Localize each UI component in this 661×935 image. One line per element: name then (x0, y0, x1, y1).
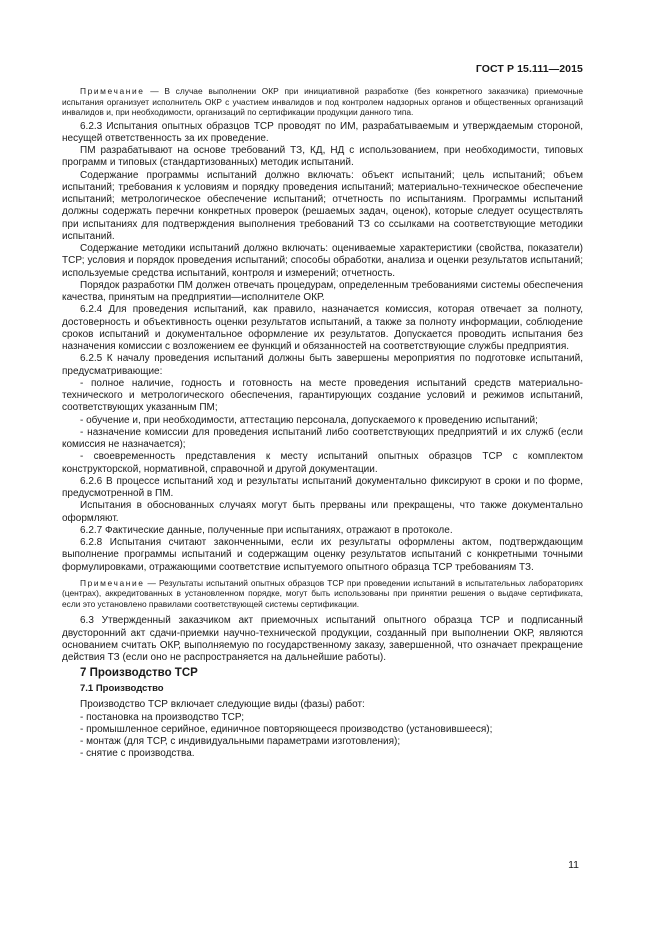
paragraph: 6.2.6 В процессе испытаний ход и результаты испытаний документально фиксируют в сроки и по форме, предусмотренной в ПМ. (62, 475, 583, 499)
document-header: ГОСТ Р 15.111—2015 (475, 63, 583, 75)
paragraph: 6.2.4 Для проведения испытаний, как правило, назначается комиссия, которая отвечает за полноту, достоверность и объективность оценки результатов испытаний, а также за полноту информации, соблюдение сроков испытаний и документальное оформление их результатов. Допускается проводить испытания без назначения комиссии с возложением ее функций и обязанностей на соответствующие службы предприятия. (62, 304, 583, 352)
paragraph: Содержание программы испытаний должно включать: объект испытаний; цель испытаний; объем испытаний; требования к условиям и порядку проведения испытаний; материально-техническое обеспечение испытаний; метрологическое обеспечение испытаний; отчетность по испытаниям. Программы испытаний должны содержать перечни конкретных проверок (решаемых задач, оценок), которые следует осуществлять при испытаниях для подтверждения выполнения требований ТЗ со ссылками на соответствующие методики испытаний. (62, 169, 583, 242)
list-item: - назначение комиссии для проведения испытаний либо соответствующих предприятий и их служб (если комиссия не назначается); (62, 426, 583, 450)
section-heading: 7 Производство ТСР (80, 667, 198, 680)
note-label: Примечание (80, 577, 145, 588)
list-item: - постановка на производство ТСР; (80, 711, 245, 723)
paragraph: Производство ТСР включает следующие виды (фазы) работ: (80, 699, 365, 711)
list-item: - монтаж (для ТСР, с индивидуальными параметрами изготовления); (80, 736, 401, 747)
paragraph: 6.2.7 Фактические данные, полученные при испытаниях, отражают в протоколе. (80, 524, 453, 536)
subsection-heading: 7.1 Производство (80, 683, 164, 695)
note-paragraph (62, 86, 583, 118)
list-item: - своевременность представления к месту испытаний опытных образцов ТСР с комплектом конструкторской, нормативной, справочной и другой документации. (62, 451, 583, 475)
note-label: Примечание (80, 86, 145, 96)
paragraph: 6.2.8 Испытания считают законченными, если их результаты оформлены актом, подтверждающим выполнение программы испытаний и содержащим оценку результатов испытаний с конкретными точными формулировками, отражающими соответствие испытуемого опытного образца ТСР требованиям ТЗ. (62, 537, 583, 573)
list-item: - снятие с производства. (80, 748, 195, 760)
paragraph: Порядок разработки ПМ должен отвечать процедурам, определенным требованиями системы обеспечения качества, принятым на предприятии—исполнителе ОКР. (62, 279, 583, 303)
list-item: - промышленное серийное, единичное повторяющееся производство (установившееся); (80, 723, 493, 735)
note-text: — Результаты испытаний опытных образцов ТСР при проведении испытаний в испытательных лабораториях (центрах), аккредитованных в установленном порядке, могут быть использованы при принятии решения о выдаче сертификата, если это установлено правилами соответствующей системы сертификации. (62, 577, 583, 609)
list-item: - обучение и, при необходимости, аттестацию персонала, допускаемого к проведению испытаний; (80, 414, 538, 426)
paragraph: 6.2.5 К началу проведения испытаний должны быть завершены мероприятия по подготовке испытаний, предусматривающие: (62, 353, 583, 377)
paragraph: Испытания в обоснованных случаях могут быть прерваны или прекращены, что также документально оформляют. (62, 500, 583, 524)
paragraph: Содержание методики испытаний должно включать: оцениваемые характеристики (свойства, показатели) ТСР; условия и порядок проведения испытаний; способы обработки, анализа и оценки результатов испытаний; используемые средства испытаний, контроля и измерений; отчетность. (62, 243, 583, 279)
page-number: 11 (568, 859, 579, 871)
note-text: — В случае выполнении ОКР при инициативной разработке (без конкретного заказчика) приемочные испытания организует исполнитель ОКР с участием инвалидов и под контролем надзорных органов и общественных организаций инвалидов и, при необходимости, организаций по сертификации продукции данного типа. (62, 86, 583, 117)
note-paragraph (62, 578, 583, 610)
paragraph: 6.2.3 Испытания опытных образцов ТСР проводят по ИМ, разрабатываемым и утверждаемым стороной, несущей ответственность за их проведение. (62, 120, 583, 144)
paragraph: 6.3 Утвержденный заказчиком акт приемочных испытаний опытного образца ТСР и подписанный двусторонний акт сдачи-приемки научно-технической продукции, созданный при выполнении ОКР, являются основанием считать ОКР, выполняемую по государственному заказу, завершенной, что означает прекращение действия ТЗ (если оно не распространяется на дальнейшие работы). (62, 615, 583, 663)
page-content (62, 86, 583, 761)
paragraph: ПМ разрабатывают на основе требований ТЗ, КД, НД с использованием, при необходимости, типовых программ и типовых (стандартизованных) методик испытаний. (62, 145, 583, 169)
list-item: - полное наличие, годность и готовность на месте проведения испытаний средств материально-технического и метрологического обеспечения, гарантирующих создание условий и режимов испытаний, соответствующих указанным ПМ; (62, 377, 583, 414)
